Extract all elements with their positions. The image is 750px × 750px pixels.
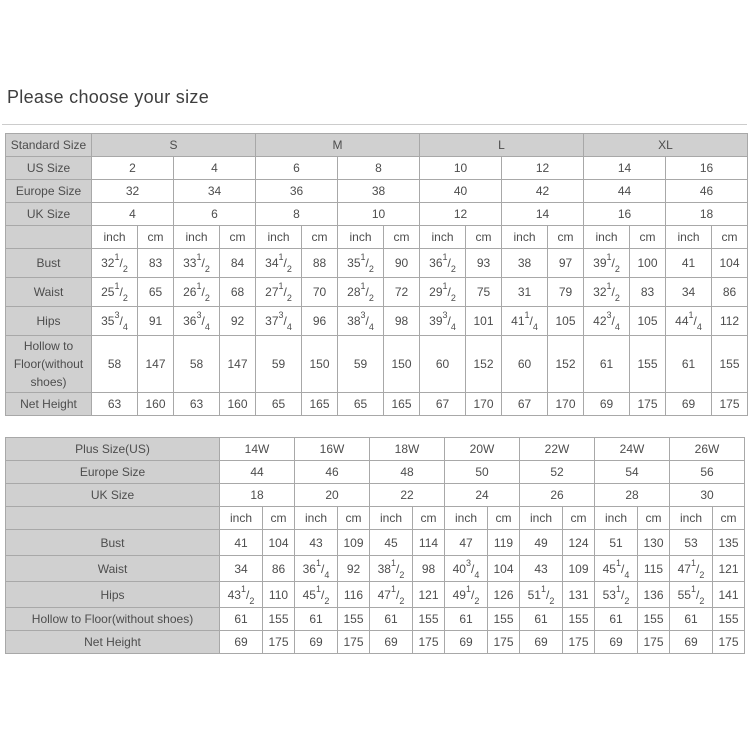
unit-cell: cm bbox=[630, 226, 666, 249]
size-value-cell: 40 bbox=[420, 180, 502, 203]
size-value-cell: 16 bbox=[584, 203, 666, 226]
measure-value-cell: 175 bbox=[338, 631, 370, 654]
measure-value-cell: 90 bbox=[384, 249, 420, 278]
size-value-cell: 18 bbox=[220, 484, 295, 507]
measure-value-cell: $25^1/_2$ bbox=[92, 278, 138, 307]
measure-value-cell: 112 bbox=[712, 307, 748, 336]
corner-label-cell: Standard Size bbox=[6, 134, 92, 157]
measure-value-cell: 58 bbox=[174, 336, 220, 393]
measure-value-cell: 110 bbox=[263, 582, 295, 608]
measure-value-cell: 170 bbox=[466, 393, 502, 416]
measure-value-cell: 83 bbox=[630, 278, 666, 307]
size-value-cell: 54 bbox=[595, 461, 670, 484]
unit-cell: inch bbox=[595, 507, 638, 530]
measure-value-cell: 43 bbox=[295, 530, 338, 556]
measure-value-cell: 41 bbox=[220, 530, 263, 556]
measure-value-cell: 175 bbox=[712, 393, 748, 416]
measure-value-cell: 96 bbox=[302, 307, 338, 336]
size-value-cell: 14 bbox=[584, 157, 666, 180]
measure-value-cell: 155 bbox=[413, 608, 445, 631]
measure-value-cell: 61 bbox=[584, 336, 630, 393]
measure-value-cell: 69 bbox=[220, 631, 263, 654]
measure-value-cell: 97 bbox=[548, 249, 584, 278]
unit-cell: inch bbox=[220, 507, 263, 530]
measure-value-cell: 51 bbox=[595, 530, 638, 556]
measure-value-cell: 152 bbox=[466, 336, 502, 393]
size-row bbox=[6, 438, 745, 461]
size-value-cell: 8 bbox=[256, 203, 338, 226]
measure-value-cell: 63 bbox=[174, 393, 220, 416]
measure-value-cell: 31 bbox=[502, 278, 548, 307]
row-label-cell: Europe Size bbox=[6, 180, 92, 203]
measure-value-cell: 155 bbox=[563, 608, 595, 631]
unit-cell: cm bbox=[220, 226, 256, 249]
row-label-cell: Bust bbox=[6, 530, 220, 556]
measure-value-cell: 91 bbox=[138, 307, 174, 336]
measure-value-cell: 175 bbox=[630, 393, 666, 416]
row-label-cell: Waist bbox=[6, 278, 92, 307]
size-value-cell: 44 bbox=[220, 461, 295, 484]
size-value-cell: 24 bbox=[445, 484, 520, 507]
measure-value-cell: 69 bbox=[520, 631, 563, 654]
measure-value-cell: 160 bbox=[220, 393, 256, 416]
row-label-cell: Hollow to Floor(without shoes) bbox=[6, 336, 92, 393]
size-value-cell: 18W bbox=[370, 438, 445, 461]
size-row bbox=[6, 180, 748, 203]
measure-value-cell: 86 bbox=[263, 556, 295, 582]
measure-value-cell: 115 bbox=[638, 556, 670, 582]
size-value-cell: 48 bbox=[370, 461, 445, 484]
row-label-cell: Net Height bbox=[6, 631, 220, 654]
measure-value-cell: 147 bbox=[138, 336, 174, 393]
measure-value-cell: $40^3/_4$ bbox=[445, 556, 488, 582]
size-value-cell: 20 bbox=[295, 484, 370, 507]
measure-row bbox=[6, 530, 745, 556]
measure-value-cell: 150 bbox=[384, 336, 420, 393]
measure-value-cell: $33^1/_2$ bbox=[174, 249, 220, 278]
size-value-cell: 50 bbox=[445, 461, 520, 484]
measure-row bbox=[6, 336, 748, 393]
size-value-cell: 8 bbox=[338, 157, 420, 180]
unit-header-row bbox=[6, 507, 745, 530]
measure-value-cell: 155 bbox=[638, 608, 670, 631]
size-group-header-cell: XL bbox=[584, 134, 748, 157]
measure-value-cell: $32^1/_2$ bbox=[92, 249, 138, 278]
measure-value-cell: $38^3/_4$ bbox=[338, 307, 384, 336]
measure-value-cell: 65 bbox=[338, 393, 384, 416]
measure-value-cell: 175 bbox=[563, 631, 595, 654]
unit-cell: cm bbox=[488, 507, 520, 530]
size-value-cell: 14W bbox=[220, 438, 295, 461]
unit-cell: cm bbox=[713, 507, 745, 530]
size-value-cell: 30 bbox=[670, 484, 745, 507]
measure-value-cell: $47^1/_2$ bbox=[670, 556, 713, 582]
measure-value-cell: 121 bbox=[413, 582, 445, 608]
measure-value-cell: $41^1/_4$ bbox=[502, 307, 548, 336]
measure-value-cell: $35^1/_2$ bbox=[338, 249, 384, 278]
measure-value-cell: 68 bbox=[220, 278, 256, 307]
size-value-cell: 22W bbox=[520, 438, 595, 461]
unit-cell: cm bbox=[563, 507, 595, 530]
measure-row bbox=[6, 608, 745, 631]
measure-value-cell: 92 bbox=[338, 556, 370, 582]
measure-value-cell: 101 bbox=[466, 307, 502, 336]
unit-cell: cm bbox=[712, 226, 748, 249]
measure-value-cell: $39^1/_2$ bbox=[584, 249, 630, 278]
measure-value-cell: 34 bbox=[666, 278, 712, 307]
measure-value-cell: 61 bbox=[445, 608, 488, 631]
size-value-cell: 44 bbox=[584, 180, 666, 203]
size-value-cell: 4 bbox=[174, 157, 256, 180]
measure-value-cell: $53^1/_2$ bbox=[595, 582, 638, 608]
measure-value-cell: 60 bbox=[420, 336, 466, 393]
unit-cell: inch bbox=[295, 507, 338, 530]
measure-value-cell: 119 bbox=[488, 530, 520, 556]
size-value-cell: 36 bbox=[256, 180, 338, 203]
size-value-cell: 32 bbox=[92, 180, 174, 203]
measure-value-cell: 60 bbox=[502, 336, 548, 393]
measure-value-cell: 92 bbox=[220, 307, 256, 336]
measure-value-cell: 124 bbox=[563, 530, 595, 556]
measure-value-cell: $38^1/_2$ bbox=[370, 556, 413, 582]
row-label-cell: UK Size bbox=[6, 484, 220, 507]
measure-value-cell: 38 bbox=[502, 249, 548, 278]
measure-value-cell: 135 bbox=[713, 530, 745, 556]
measure-value-cell: 65 bbox=[256, 393, 302, 416]
size-row bbox=[6, 157, 748, 180]
size-value-cell: 56 bbox=[670, 461, 745, 484]
measure-value-cell: 86 bbox=[712, 278, 748, 307]
unit-cell: inch bbox=[174, 226, 220, 249]
measure-value-cell: 69 bbox=[584, 393, 630, 416]
measure-value-cell: 84 bbox=[220, 249, 256, 278]
size-value-cell: 12 bbox=[420, 203, 502, 226]
measure-value-cell: 72 bbox=[384, 278, 420, 307]
size-value-cell: 42 bbox=[502, 180, 584, 203]
standard-size-table bbox=[5, 133, 748, 416]
unit-cell: inch bbox=[92, 226, 138, 249]
measure-row bbox=[6, 393, 748, 416]
measure-value-cell: 43 bbox=[520, 556, 563, 582]
unit-cell: inch bbox=[370, 507, 413, 530]
measure-value-cell: 70 bbox=[302, 278, 338, 307]
unit-cell: inch bbox=[666, 226, 712, 249]
measure-value-cell: $55^1/_2$ bbox=[670, 582, 713, 608]
unit-cell: cm bbox=[384, 226, 420, 249]
size-value-cell: 28 bbox=[595, 484, 670, 507]
measure-value-cell: $36^1/_2$ bbox=[420, 249, 466, 278]
size-value-cell: 18 bbox=[666, 203, 748, 226]
measure-value-cell: 130 bbox=[638, 530, 670, 556]
measure-value-cell: 165 bbox=[302, 393, 338, 416]
measure-value-cell: 58 bbox=[92, 336, 138, 393]
measure-row bbox=[6, 307, 748, 336]
measure-value-cell: 121 bbox=[713, 556, 745, 582]
size-value-cell: 10 bbox=[338, 203, 420, 226]
measure-value-cell: $29^1/_2$ bbox=[420, 278, 466, 307]
measure-value-cell: 79 bbox=[548, 278, 584, 307]
measure-value-cell: 61 bbox=[595, 608, 638, 631]
unit-cell: inch bbox=[338, 226, 384, 249]
measure-value-cell: 155 bbox=[338, 608, 370, 631]
measure-value-cell: 69 bbox=[670, 631, 713, 654]
measure-value-cell: $45^1/_2$ bbox=[295, 582, 338, 608]
unit-cell: inch bbox=[420, 226, 466, 249]
measure-value-cell: 59 bbox=[256, 336, 302, 393]
measure-value-cell: 152 bbox=[548, 336, 584, 393]
measure-value-cell: $36^3/_4$ bbox=[174, 307, 220, 336]
measure-value-cell: 104 bbox=[712, 249, 748, 278]
measure-value-cell: 160 bbox=[138, 393, 174, 416]
measure-value-cell: $44^1/_4$ bbox=[666, 307, 712, 336]
measure-value-cell: 67 bbox=[502, 393, 548, 416]
measure-value-cell: 75 bbox=[466, 278, 502, 307]
size-value-cell: 10 bbox=[420, 157, 502, 180]
measure-value-cell: 65 bbox=[138, 278, 174, 307]
measure-value-cell: $28^1/_2$ bbox=[338, 278, 384, 307]
size-value-cell: 46 bbox=[666, 180, 748, 203]
measure-value-cell: 136 bbox=[638, 582, 670, 608]
measure-row bbox=[6, 278, 748, 307]
measure-value-cell: 61 bbox=[666, 336, 712, 393]
measure-value-cell: 98 bbox=[413, 556, 445, 582]
measure-value-cell: 49 bbox=[520, 530, 563, 556]
unit-cell: inch bbox=[670, 507, 713, 530]
size-value-cell: 16W bbox=[295, 438, 370, 461]
size-row bbox=[6, 461, 745, 484]
measure-value-cell: 61 bbox=[670, 608, 713, 631]
title-divider bbox=[2, 124, 747, 125]
row-label-cell: Hollow to Floor(without shoes) bbox=[6, 608, 220, 631]
measure-value-cell: $32^1/_2$ bbox=[584, 278, 630, 307]
size-value-cell: 14 bbox=[502, 203, 584, 226]
row-label-cell: UK Size bbox=[6, 203, 92, 226]
measure-row bbox=[6, 249, 748, 278]
measure-value-cell: 155 bbox=[712, 336, 748, 393]
unit-cell: cm bbox=[338, 507, 370, 530]
measure-value-cell: 61 bbox=[295, 608, 338, 631]
measure-value-cell: 155 bbox=[263, 608, 295, 631]
measure-value-cell: $26^1/_2$ bbox=[174, 278, 220, 307]
measure-value-cell: 59 bbox=[338, 336, 384, 393]
row-label-cell: Bust bbox=[6, 249, 92, 278]
measure-row bbox=[6, 556, 745, 582]
measure-value-cell: $36^1/_4$ bbox=[295, 556, 338, 582]
size-value-cell: 34 bbox=[174, 180, 256, 203]
size-value-cell: 20W bbox=[445, 438, 520, 461]
measure-value-cell: 69 bbox=[295, 631, 338, 654]
page-title: Please choose your size bbox=[7, 87, 210, 107]
measure-value-cell: 155 bbox=[488, 608, 520, 631]
measure-value-cell: 53 bbox=[670, 530, 713, 556]
measure-value-cell: 98 bbox=[384, 307, 420, 336]
measure-value-cell: $45^1/_4$ bbox=[595, 556, 638, 582]
measure-value-cell: 100 bbox=[630, 249, 666, 278]
measure-value-cell: 175 bbox=[263, 631, 295, 654]
measure-value-cell: $49^1/_2$ bbox=[445, 582, 488, 608]
measure-value-cell: $39^3/_4$ bbox=[420, 307, 466, 336]
measure-value-cell: $47^1/_2$ bbox=[370, 582, 413, 608]
measure-value-cell: $34^1/_2$ bbox=[256, 249, 302, 278]
size-value-cell: 24W bbox=[595, 438, 670, 461]
unit-cell: cm bbox=[638, 507, 670, 530]
size-value-cell: 22 bbox=[370, 484, 445, 507]
size-group-header-row bbox=[6, 134, 748, 157]
unit-cell: cm bbox=[548, 226, 584, 249]
measure-value-cell: 88 bbox=[302, 249, 338, 278]
size-value-cell: 12 bbox=[502, 157, 584, 180]
measure-value-cell: 170 bbox=[548, 393, 584, 416]
size-value-cell: 26W bbox=[670, 438, 745, 461]
measure-row bbox=[6, 631, 745, 654]
measure-value-cell: 175 bbox=[413, 631, 445, 654]
row-label-cell: Europe Size bbox=[6, 461, 220, 484]
measure-value-cell: $51^1/_2$ bbox=[520, 582, 563, 608]
measure-value-cell: 141 bbox=[713, 582, 745, 608]
measure-value-cell: 147 bbox=[220, 336, 256, 393]
measure-value-cell: 105 bbox=[548, 307, 584, 336]
measure-value-cell: 131 bbox=[563, 582, 595, 608]
measure-value-cell: 175 bbox=[488, 631, 520, 654]
measure-value-cell: $43^1/_2$ bbox=[220, 582, 263, 608]
measure-value-cell: $27^1/_2$ bbox=[256, 278, 302, 307]
unit-cell: inch bbox=[584, 226, 630, 249]
measure-value-cell: 69 bbox=[666, 393, 712, 416]
size-value-cell: 6 bbox=[174, 203, 256, 226]
measure-value-cell: 109 bbox=[563, 556, 595, 582]
unit-cell: cm bbox=[138, 226, 174, 249]
measure-value-cell: $37^3/_4$ bbox=[256, 307, 302, 336]
size-row bbox=[6, 484, 745, 507]
unit-cell: cm bbox=[263, 507, 295, 530]
row-label-cell: Hips bbox=[6, 307, 92, 336]
row-label-cell: Plus Size(US) bbox=[6, 438, 220, 461]
measure-value-cell: 155 bbox=[630, 336, 666, 393]
measure-value-cell: 67 bbox=[420, 393, 466, 416]
measure-value-cell: 175 bbox=[638, 631, 670, 654]
size-group-header-cell: M bbox=[256, 134, 420, 157]
size-value-cell: 4 bbox=[92, 203, 174, 226]
row-label-cell: US Size bbox=[6, 157, 92, 180]
size-value-cell: 46 bbox=[295, 461, 370, 484]
measure-value-cell: 61 bbox=[520, 608, 563, 631]
measure-value-cell: $35^3/_4$ bbox=[92, 307, 138, 336]
unit-cell: inch bbox=[445, 507, 488, 530]
measure-value-cell: 69 bbox=[445, 631, 488, 654]
size-value-cell: 38 bbox=[338, 180, 420, 203]
size-value-cell: 6 bbox=[256, 157, 338, 180]
measure-row bbox=[6, 582, 745, 608]
measure-value-cell: 69 bbox=[370, 631, 413, 654]
size-value-cell: 26 bbox=[520, 484, 595, 507]
unit-cell: inch bbox=[520, 507, 563, 530]
size-value-cell: 2 bbox=[92, 157, 174, 180]
unit-cell: inch bbox=[502, 226, 548, 249]
unit-row-label-cell bbox=[6, 507, 220, 530]
unit-cell: cm bbox=[413, 507, 445, 530]
measure-value-cell: 104 bbox=[263, 530, 295, 556]
measure-value-cell: 34 bbox=[220, 556, 263, 582]
measure-value-cell: 61 bbox=[370, 608, 413, 631]
measure-value-cell: 61 bbox=[220, 608, 263, 631]
measure-value-cell: 150 bbox=[302, 336, 338, 393]
measure-value-cell: 155 bbox=[713, 608, 745, 631]
measure-value-cell: 104 bbox=[488, 556, 520, 582]
measure-value-cell: 114 bbox=[413, 530, 445, 556]
size-value-cell: 16 bbox=[666, 157, 748, 180]
measure-value-cell: $42^3/_4$ bbox=[584, 307, 630, 336]
row-label-cell: Net Height bbox=[6, 393, 92, 416]
plus-size-table bbox=[5, 437, 745, 654]
measure-value-cell: 69 bbox=[595, 631, 638, 654]
size-group-header-cell: S bbox=[92, 134, 256, 157]
size-group-header-cell: L bbox=[420, 134, 584, 157]
measure-value-cell: 116 bbox=[338, 582, 370, 608]
row-label-cell: Hips bbox=[6, 582, 220, 608]
unit-cell: inch bbox=[256, 226, 302, 249]
measure-value-cell: 41 bbox=[666, 249, 712, 278]
measure-value-cell: 93 bbox=[466, 249, 502, 278]
measure-value-cell: 45 bbox=[370, 530, 413, 556]
measure-value-cell: 47 bbox=[445, 530, 488, 556]
measure-value-cell: 175 bbox=[713, 631, 745, 654]
measure-value-cell: 165 bbox=[384, 393, 420, 416]
measure-value-cell: 105 bbox=[630, 307, 666, 336]
row-label-cell: Waist bbox=[6, 556, 220, 582]
size-value-cell: 52 bbox=[520, 461, 595, 484]
measure-value-cell: 109 bbox=[338, 530, 370, 556]
measure-value-cell: 126 bbox=[488, 582, 520, 608]
size-row bbox=[6, 203, 748, 226]
unit-header-row bbox=[6, 226, 748, 249]
unit-row-label-cell bbox=[6, 226, 92, 249]
measure-value-cell: 63 bbox=[92, 393, 138, 416]
unit-cell: cm bbox=[466, 226, 502, 249]
measure-value-cell: 83 bbox=[138, 249, 174, 278]
unit-cell: cm bbox=[302, 226, 338, 249]
